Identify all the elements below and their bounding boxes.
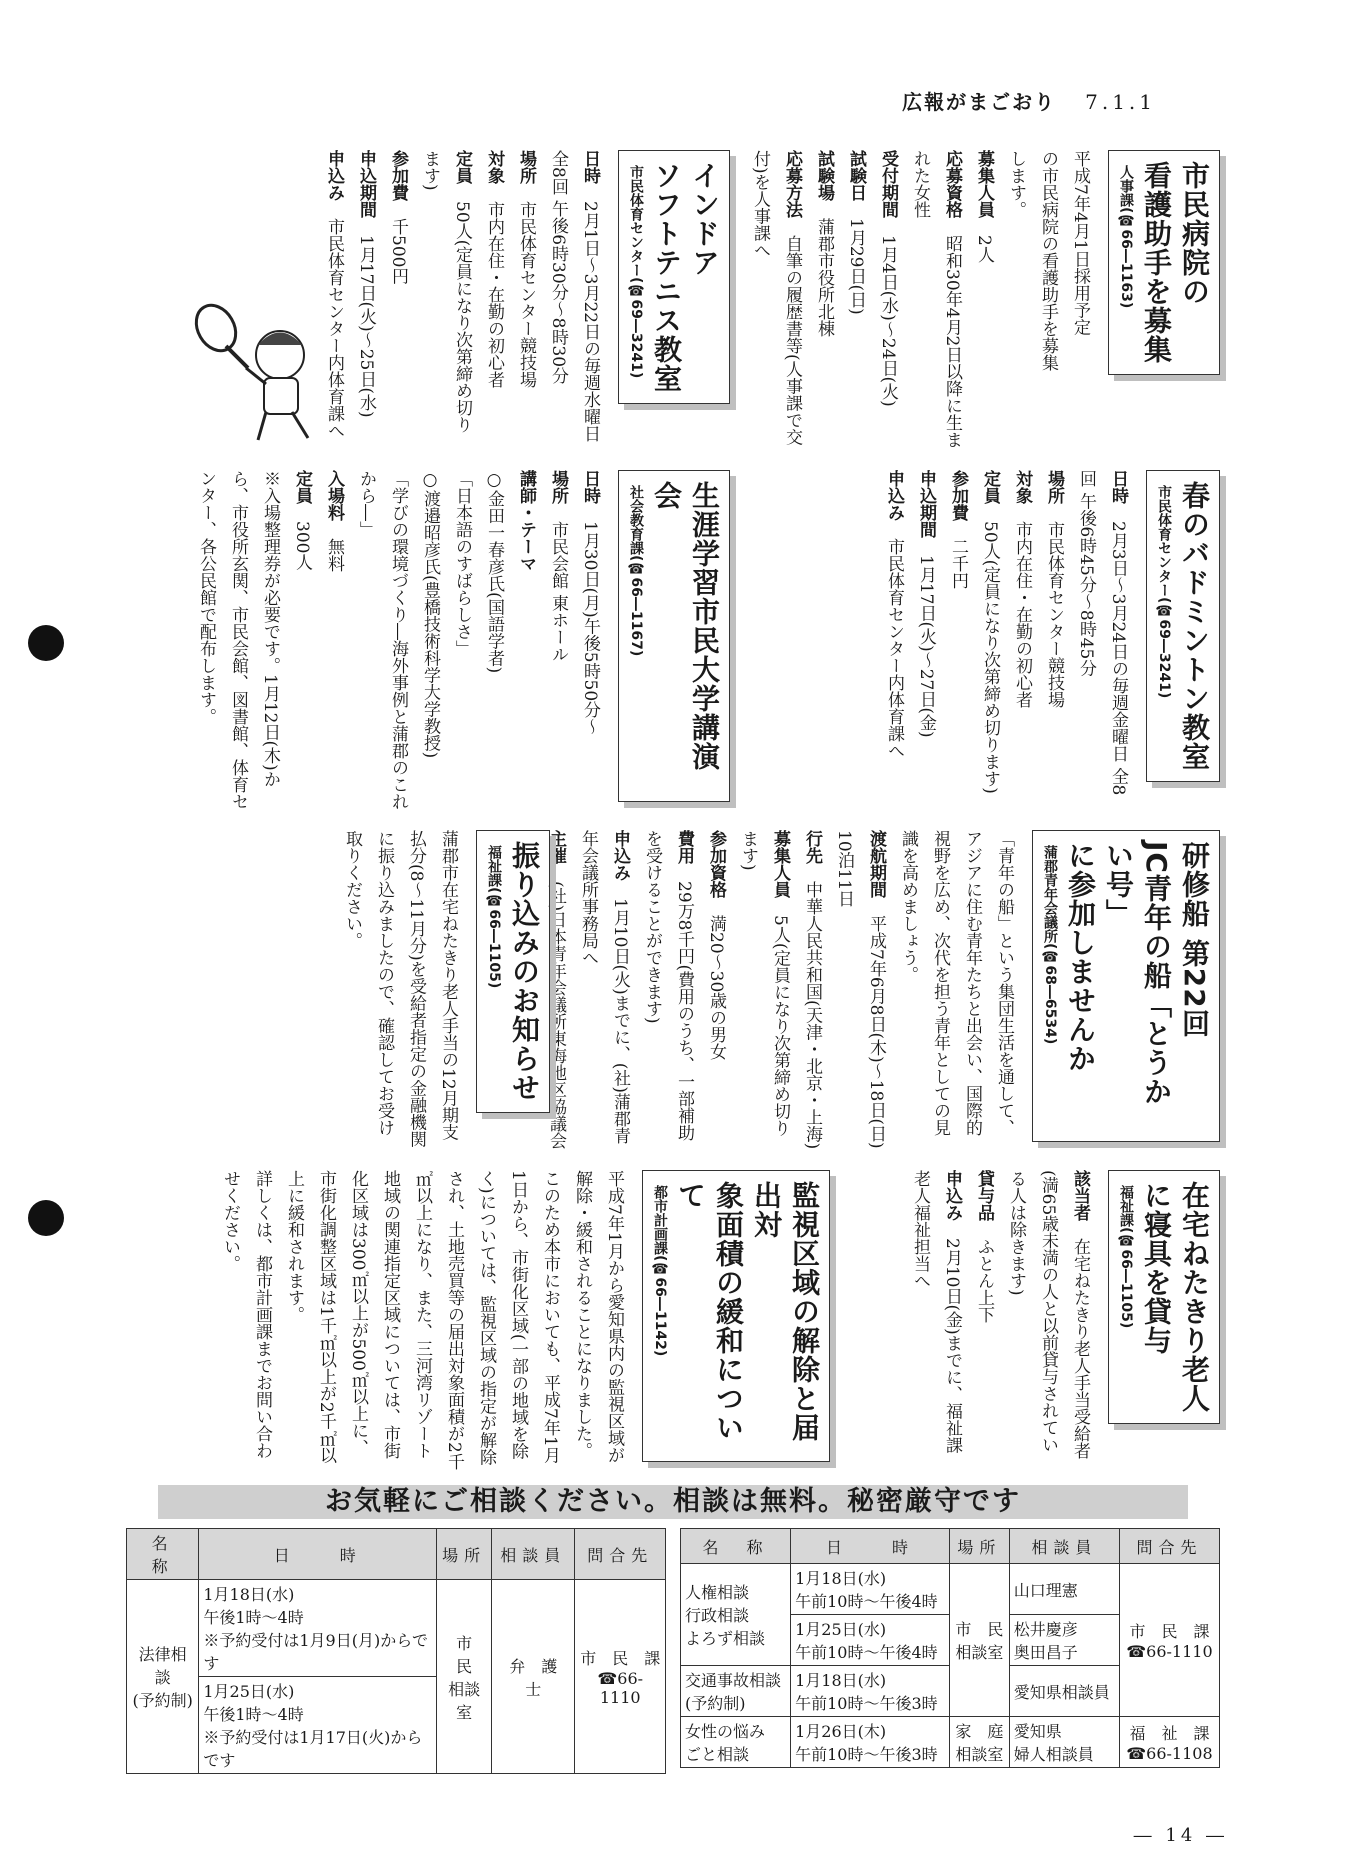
contact-line: 福 祉 課	[1129, 1724, 1210, 1743]
article-transfer-body: 蒲郡市在宅ねたきり老人手当の12月期支払分(8～11月分)を受給者指定の金融機関に振り込みましたので、確認してお受け取りください。	[342, 830, 458, 1148]
date-line: 1月26日(木)	[795, 1722, 887, 1741]
header-datetime: 日 時	[199, 1529, 437, 1580]
item-value: 市民体育センター競技場	[1044, 521, 1064, 708]
item-label: 応募方法	[782, 150, 802, 218]
cell-staff	[1009, 1615, 1119, 1666]
item-value: 市民体育センター内体育課へ	[884, 538, 904, 759]
item-label: 申込み	[884, 470, 904, 521]
article-bedding-item	[904, 1170, 968, 1470]
item-label: 定員	[292, 470, 312, 504]
article-badminton-dept: 市民体育センター(☎69―3241)	[1156, 485, 1172, 699]
article-tennis-title-box	[618, 150, 730, 404]
item-label: 申込期間	[916, 470, 936, 538]
page-number: ― 14 ―	[1133, 1825, 1228, 1846]
article-ship-title-2: JC青年の船「とうかい号」	[1102, 841, 1173, 1106]
item-value: 1月4日(水)～24日(火)	[878, 235, 898, 407]
item-label: 入場料	[324, 470, 344, 521]
name-line: 法律相談	[138, 1645, 187, 1687]
binding-hole-bottom	[28, 1200, 64, 1236]
binding-hole-top	[28, 625, 64, 661]
article-badminton-item	[910, 470, 942, 810]
item-value: 市民体育センター競技場	[516, 201, 536, 388]
article-nurse-title-1: 市民病院の	[1178, 161, 1211, 306]
table-row	[681, 1717, 1220, 1768]
item-label: 申込み	[610, 830, 630, 881]
article-ship-item	[796, 830, 828, 1150]
item-label: 参加資格	[706, 830, 726, 898]
staff-line: 愛知県	[1013, 1722, 1062, 1741]
article-ship-intro: 「青年の船」という集団生活を通して、アジアに住む青年たちと出会い、国際的視野を広め、次代を担う青年としての見識を高めましょう。	[898, 830, 1014, 1136]
article-lecture-item	[542, 470, 574, 810]
article-nurse	[740, 150, 1220, 450]
article-badminton-item	[942, 470, 974, 810]
article-badminton-item	[1006, 470, 1038, 810]
article-tennis-title-1: インドア	[688, 161, 721, 277]
tennis-player-illustration	[188, 300, 338, 450]
item-value: 平成7年6月8日(木)～18日(日) 10泊11日	[834, 830, 886, 1149]
article-bedding-title-box	[1108, 1170, 1220, 1424]
article-badminton-item	[974, 470, 1006, 810]
item-label: 募集人員	[974, 150, 994, 218]
article-bedding	[840, 1170, 1220, 1470]
staff-line: 奥田昌子	[1013, 1643, 1078, 1662]
name-line: 人権相談	[685, 1583, 750, 1602]
place-line: 市 民	[456, 1633, 489, 1676]
article-nurse-item	[808, 150, 840, 450]
header-datetime: 日 時	[791, 1529, 950, 1564]
article-ship	[546, 830, 1220, 1150]
time-line: 午前10時～午後3時	[795, 1694, 938, 1713]
item-label: 申込み	[324, 150, 344, 201]
contact-line: 市 民 課	[580, 1649, 661, 1668]
article-lecture	[130, 470, 730, 810]
item-label: 貸与品	[974, 1170, 994, 1221]
article-ship-item	[572, 830, 636, 1150]
consultation-banner: お気軽にご相談ください。相談は無料。秘密厳守です	[158, 1485, 1188, 1519]
header	[902, 86, 1156, 115]
item-value: 蒲郡市役所北棟	[814, 218, 834, 337]
item-label: 試験日	[846, 150, 866, 201]
name-line: よろず相談	[685, 1629, 766, 1648]
note-line: ※予約受付は1月17日(火)からです	[203, 1728, 423, 1770]
header-place: 場所	[437, 1529, 492, 1580]
article-zoning-title-2: 象面積の緩和について	[674, 1181, 745, 1442]
article-tennis-dept: 市民体育センター(☎69―3241)	[628, 165, 644, 379]
article-tennis-item	[542, 150, 606, 450]
article-badminton-item	[878, 470, 910, 810]
article-nurse-intro: 平成7年4月1日採用予定	[1070, 150, 1090, 336]
article-bedding-title-1: 在宅ねたきり老人	[1178, 1181, 1211, 1413]
contact-line: 市 民 課	[1129, 1622, 1210, 1641]
time-line: 午前10時～午後4時	[795, 1643, 938, 1662]
item-value: (社)日本青年会議所東海地区協議会	[546, 881, 566, 1150]
date-line: 1月18日(水)	[795, 1671, 887, 1690]
item-value: 5人(定員になり次第締め切ります)	[738, 830, 790, 1137]
item-value: 50人(定員になり次第締め切ります)	[980, 521, 1000, 794]
article-tennis-item	[478, 150, 510, 450]
item-value: 二千円	[948, 538, 968, 589]
article-nurse-title-box	[1108, 150, 1220, 375]
table-header-row	[127, 1529, 666, 1580]
article-nurse-intro: の市民病院の看護助手を募集	[1038, 150, 1058, 371]
item-value: 2月3日～3月24日の毎週金曜日 全8回 午後6時45分～8時45分	[1076, 470, 1128, 796]
item-value: 1月10日(火)までに、(社)蒲郡青年会議所事務局へ	[578, 830, 630, 1144]
item-label: 日時	[580, 470, 600, 504]
table-header-row	[681, 1529, 1220, 1564]
item-label: 参加費	[948, 470, 968, 521]
name-line: (予約制)	[132, 1691, 193, 1710]
item-value: ふとん上下	[974, 1238, 994, 1323]
article-zoning	[130, 1170, 830, 1470]
staff-line: 松井慶彦	[1013, 1620, 1078, 1639]
header-name: 名 称	[681, 1529, 791, 1564]
item-value: 千500円	[388, 218, 408, 285]
place-line: 家 庭	[955, 1722, 1004, 1741]
cell-datetime	[199, 1580, 437, 1677]
article-lecture-line: 「学びの環境づくり―海外事例と蒲郡のこれから―」	[356, 470, 408, 810]
item-value: 1月29日(日)	[846, 218, 866, 315]
item-label: 募集人員	[770, 830, 790, 898]
article-lecture-title-box	[618, 470, 730, 802]
article-lecture-item	[574, 470, 606, 810]
item-value: 市内在住・在勤の初心者	[484, 201, 504, 388]
article-zoning-title-box	[642, 1170, 830, 1462]
item-label: 日時	[580, 150, 600, 184]
cell-place	[437, 1580, 492, 1774]
article-zoning-dept: 都市計画課(☎66―1142)	[652, 1185, 668, 1357]
header-place: 場所	[950, 1529, 1010, 1564]
article-zoning-title-1: 監視区域の解除と届出対	[750, 1181, 821, 1442]
article-ship-title-1: 研修船 第22回	[1178, 841, 1211, 1038]
header-staff: 相談員	[492, 1529, 575, 1580]
article-ship-item	[636, 830, 700, 1150]
cell-staff: 愛知県相談員	[1009, 1666, 1119, 1717]
place-line: 相談室	[955, 1745, 1004, 1764]
place-line: 相談室	[448, 1679, 481, 1722]
item-label: 渡航期間	[866, 830, 886, 898]
cell-name	[681, 1666, 791, 1717]
article-ship-title-box	[1032, 830, 1220, 1142]
item-label: 定員	[980, 470, 1000, 504]
place-line: 市 民	[955, 1620, 1004, 1639]
article-tennis-item	[510, 150, 542, 450]
item-value: 昭和30年4月2日以降に生まれた女性	[910, 150, 962, 449]
article-badminton-item	[1038, 470, 1070, 810]
cell-name	[681, 1717, 791, 1768]
name-line: 女性の悩み	[685, 1722, 766, 1741]
article-nurse-dept: 人事課(☎66―1163)	[1118, 165, 1134, 309]
cell-place	[950, 1564, 1010, 1717]
item-value: 市民体育センター内体育課へ	[324, 218, 344, 439]
article-transfer-title-box	[476, 830, 550, 1113]
article-zoning-body: 平成7年1月から愛知県内の監視区域が解除・緩和されることになりました。	[572, 1170, 624, 1464]
cell-contact	[1119, 1564, 1219, 1717]
article-nurse-item	[968, 150, 1000, 450]
item-value: 300人	[292, 521, 312, 571]
item-label: 申込期間	[356, 150, 376, 218]
name-line: (予約制)	[685, 1694, 746, 1713]
article-transfer	[130, 830, 550, 1150]
item-label: 日時	[1108, 470, 1128, 504]
item-value: 29万8千円(費用のうち、一部補助を受けることができます)	[642, 830, 694, 1142]
article-nurse-intro: します。	[1006, 150, 1026, 218]
item-label: 試験場	[814, 150, 834, 201]
article-badminton-title-box	[1146, 470, 1220, 782]
issue-date: 7.1.1	[1085, 90, 1156, 114]
consultation-table-right	[680, 1528, 1220, 1768]
article-tennis-item	[414, 150, 478, 450]
cell-datetime	[791, 1615, 950, 1666]
article-badminton-item	[1070, 470, 1134, 810]
article-ship-item	[700, 830, 732, 1150]
time-line: 午前10時～午後4時	[795, 1592, 938, 1611]
item-label: 定員	[452, 150, 472, 184]
name-line: ごと相談	[685, 1745, 750, 1764]
cell-datetime	[199, 1677, 437, 1774]
article-lecture-dept: 社会教育課(☎66―1167)	[628, 485, 644, 657]
article-tennis-item	[382, 150, 414, 450]
item-value: 2月10日(金)までに、福祉課老人福祉担当へ	[910, 1170, 962, 1454]
article-zoning-body: このため本市においても、平成7年1月1日から、市街化区域(一部の地域を除く)については、監視区域の指定が解除され、土地売買等の届出対象面積が2千㎡以上になり、また、三河湾リゾート地域の関連指定区域については、市街化区域は300㎡以上が500㎡以上に、市街化調整区域は1千㎡以上が2千㎡以上に緩和されます。	[284, 1170, 560, 1470]
article-bedding-dept: 福祉課(☎66―1105)	[1118, 1185, 1134, 1329]
article-nurse-item	[744, 150, 808, 450]
item-label: 講師・テーマ	[516, 470, 536, 572]
time-line: 午後1時～4時	[203, 1608, 304, 1627]
article-lecture-item	[318, 470, 350, 810]
item-value: 50人(定員になり次第締め切ります)	[420, 150, 472, 434]
item-label: 受付期間	[878, 150, 898, 218]
name-line: 行政相談	[685, 1606, 750, 1625]
time-line: 午前10時～午後3時	[795, 1745, 938, 1764]
cell-staff: 山口理憲	[1009, 1564, 1119, 1615]
article-tennis-item	[350, 150, 382, 450]
item-label: 申込み	[942, 1170, 962, 1221]
item-value: 1月30日(月)午後5時50分～	[580, 521, 600, 736]
article-transfer-dept: 福祉課(☎66―1105)	[486, 845, 502, 989]
article-lecture-line: 「日本語のすばらしさ」	[452, 470, 472, 657]
item-value: 1月17日(火)～25日(水)	[356, 235, 376, 418]
item-value: 1月17日(火)～27日(金)	[916, 555, 936, 738]
article-tennis-title-2: ソフトテニス教室	[650, 161, 683, 393]
header-contact: 問合先	[1119, 1529, 1219, 1564]
item-value: 在宅ねたきり老人手当受給者(満65歳未満の人と以前貸与されている人は除きます)	[1006, 1170, 1090, 1459]
article-ship-dept: 蒲郡青年会議所(☎68―6534)	[1042, 845, 1058, 1045]
article-bedding-title-2: に寝具を貸与	[1140, 1181, 1173, 1355]
cell-contact	[575, 1580, 666, 1774]
article-nurse-item	[840, 150, 872, 450]
article-lecture-line: ○金田一春彦氏(国語学者)	[484, 470, 504, 674]
staff-line: 婦人相談員	[1013, 1745, 1094, 1764]
item-value: 自筆の履歴書等(人事課で交付)を人事課へ	[750, 150, 802, 446]
cell-datetime	[791, 1717, 950, 1768]
table-row	[681, 1564, 1220, 1615]
item-label: 場所	[516, 150, 536, 184]
item-label: 主催	[546, 830, 566, 864]
item-value: 市民会館 東ホール	[548, 521, 568, 663]
header-contact: 問合先	[575, 1529, 666, 1580]
place-line: 相談室	[955, 1643, 1004, 1662]
cell-datetime	[791, 1564, 950, 1615]
cell-contact	[1119, 1717, 1219, 1768]
date-line: 1月25日(水)	[795, 1620, 887, 1639]
item-value: 中華人民共和国(天津・北京・上海)	[802, 881, 822, 1150]
item-value: 満20～30歳の男女	[706, 915, 726, 1061]
item-label: 費用	[674, 830, 694, 864]
item-value: 市内在住・在勤の初心者	[1012, 521, 1032, 708]
note-line: ※予約受付は1月9日(月)からです	[203, 1631, 429, 1673]
date-line: 1月18日(水)	[203, 1585, 295, 1604]
article-ship-item	[732, 830, 796, 1150]
article-lecture-item	[286, 470, 318, 810]
table-row	[127, 1580, 666, 1677]
article-lecture-note: ※入場整理券が必要です。1月12日(木)から、市役所玄関、市民会館、図書館、体育センター、各公民館で配布します。	[196, 470, 280, 810]
item-label: 参加費	[388, 150, 408, 201]
article-bedding-item	[968, 1170, 1000, 1470]
item-value: 2月1日～3月22日の毎週水曜日 全8回 午後6時30分～8時30分	[548, 150, 600, 443]
name-line: 交通事故相談	[685, 1671, 782, 1690]
cell-staff: 弁 護 士	[492, 1580, 575, 1774]
publication-title: 広報がまごおり	[902, 90, 1057, 114]
article-nurse-item	[904, 150, 968, 450]
time-line: 午後1時～4時	[203, 1705, 304, 1724]
contact-phone: ☎66-1110	[597, 1669, 644, 1707]
article-lecture-title: 生涯学習市民大学講演会	[650, 481, 721, 771]
article-badminton-title: 春のバドミントン教室	[1178, 481, 1211, 771]
article-bedding-item	[1000, 1170, 1096, 1470]
item-label: 対象	[484, 150, 504, 184]
item-label: 行先	[802, 830, 822, 864]
cell-place	[950, 1717, 1010, 1768]
cell-datetime	[791, 1666, 950, 1717]
item-label: 場所	[548, 470, 568, 504]
item-label: 該当者	[1070, 1170, 1090, 1221]
date-line: 1月25日(水)	[203, 1682, 295, 1701]
article-lecture-line: ○渡邉昭彦氏(豊橋技術科学大学教授)	[420, 470, 440, 759]
cell-name	[127, 1580, 199, 1774]
consultation-table-left	[126, 1528, 666, 1774]
article-badminton	[740, 470, 1220, 810]
item-label: 対象	[1012, 470, 1032, 504]
header-staff: 相談員	[1009, 1529, 1119, 1564]
cell-name	[681, 1564, 791, 1666]
article-nurse-title-2: 看護助手を募集	[1140, 161, 1173, 364]
article-lecture-item	[510, 470, 542, 810]
contact-phone: ☎66-1110	[1126, 1642, 1213, 1661]
article-ship-title-3: に参加しませんか	[1064, 841, 1097, 1073]
cell-staff	[1009, 1717, 1119, 1768]
article-ship-item	[828, 830, 892, 1150]
date-line: 1月18日(水)	[795, 1569, 887, 1588]
article-transfer-title: 振り込みのお知らせ	[508, 841, 541, 1102]
item-value: 2人	[974, 235, 994, 263]
article-zoning-body: 詳しくは、都市計画課までお問い合わせください。	[220, 1170, 272, 1459]
item-label: 場所	[1044, 470, 1064, 504]
article-nurse-item	[872, 150, 904, 450]
item-label: 応募資格	[942, 150, 962, 218]
item-value: 無料	[324, 538, 344, 572]
header-name: 名 称	[127, 1529, 199, 1580]
contact-phone: ☎66-1108	[1126, 1744, 1213, 1763]
